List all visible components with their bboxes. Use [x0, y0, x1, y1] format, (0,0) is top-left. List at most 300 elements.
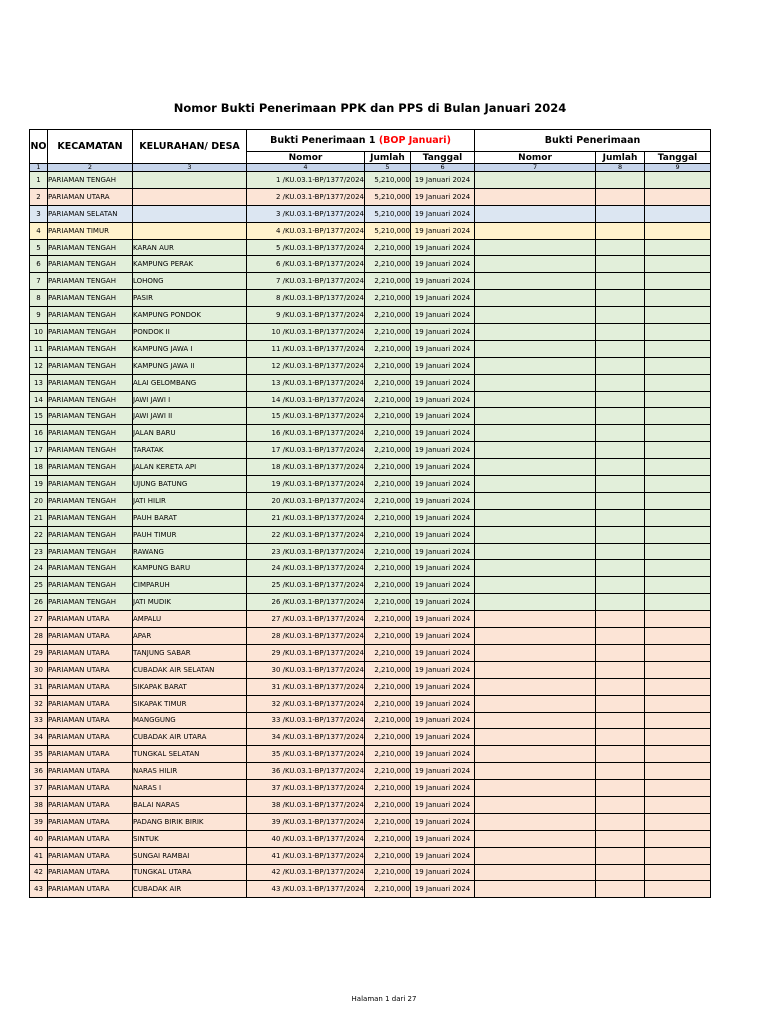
cell-nomor: 32 /KU.03.1-BP/1377/2024 [247, 695, 365, 712]
cell-jumlah-2 [596, 695, 645, 712]
cell-jumlah: 5,210,000 [365, 172, 411, 189]
cell-nomor-2 [475, 830, 596, 847]
cell-jumlah-2 [596, 239, 645, 256]
cell-kecamatan: PARIAMAN UTARA [48, 746, 133, 763]
cell-no: 12 [30, 357, 48, 374]
cell-tanggal-2 [645, 172, 711, 189]
cell-jumlah: 2,210,000 [365, 273, 411, 290]
cell-kelurahan: SINTUK [133, 830, 247, 847]
header-tanggal: Tanggal [411, 152, 475, 164]
cell-tanggal: 19 Januari 2024 [411, 526, 475, 543]
cell-nomor: 8 /KU.03.1-BP/1377/2024 [247, 290, 365, 307]
cell-no: 3 [30, 205, 48, 222]
cell-kelurahan: SIKAPAK BARAT [133, 678, 247, 695]
table-row [30, 611, 711, 628]
cell-kelurahan: ALAI GELOMBANG [133, 374, 247, 391]
cell-jumlah: 2,210,000 [365, 678, 411, 695]
cell-kecamatan: PARIAMAN UTARA [48, 678, 133, 695]
cell-nomor: 23 /KU.03.1-BP/1377/2024 [247, 543, 365, 560]
cell-jumlah-2 [596, 222, 645, 239]
cell-nomor: 18 /KU.03.1-BP/1377/2024 [247, 459, 365, 476]
cell-jumlah: 2,210,000 [365, 560, 411, 577]
header-group1-label: Bukti Penerimaan 1 [270, 135, 379, 146]
column-index: 9 [645, 164, 711, 172]
cell-nomor: 36 /KU.03.1-BP/1377/2024 [247, 763, 365, 780]
cell-kelurahan: PAUH TIMUR [133, 526, 247, 543]
cell-jumlah: 2,210,000 [365, 543, 411, 560]
cell-kelurahan: PONDOK II [133, 324, 247, 341]
cell-tanggal-2 [645, 864, 711, 881]
table-row [30, 408, 711, 425]
cell-tanggal: 19 Januari 2024 [411, 492, 475, 509]
table-row [30, 560, 711, 577]
table-row [30, 290, 711, 307]
cell-nomor-2 [475, 678, 596, 695]
cell-jumlah: 2,210,000 [365, 374, 411, 391]
cell-jumlah: 2,210,000 [365, 712, 411, 729]
cell-no: 11 [30, 340, 48, 357]
cell-tanggal: 19 Januari 2024 [411, 307, 475, 324]
cell-tanggal-2 [645, 644, 711, 661]
cell-jumlah-2 [596, 172, 645, 189]
cell-jumlah-2 [596, 188, 645, 205]
cell-kecamatan: PARIAMAN UTARA [48, 611, 133, 628]
cell-kecamatan: PARIAMAN UTARA [48, 188, 133, 205]
cell-jumlah-2 [596, 678, 645, 695]
cell-kecamatan: PARIAMAN UTARA [48, 813, 133, 830]
cell-no: 10 [30, 324, 48, 341]
cell-kelurahan [133, 205, 247, 222]
cell-kecamatan: PARIAMAN TENGAH [48, 256, 133, 273]
cell-tanggal: 19 Januari 2024 [411, 611, 475, 628]
cell-nomor-2 [475, 357, 596, 374]
cell-nomor: 1 /KU.03.1-BP/1377/2024 [247, 172, 365, 189]
cell-nomor: 5 /KU.03.1-BP/1377/2024 [247, 239, 365, 256]
column-index: 4 [247, 164, 365, 172]
cell-nomor: 28 /KU.03.1-BP/1377/2024 [247, 628, 365, 645]
cell-kecamatan: PARIAMAN TENGAH [48, 492, 133, 509]
cell-kelurahan: LOHONG [133, 273, 247, 290]
cell-no: 23 [30, 543, 48, 560]
cell-nomor-2 [475, 847, 596, 864]
table-row [30, 492, 711, 509]
cell-tanggal-2 [645, 205, 711, 222]
cell-jumlah: 2,210,000 [365, 628, 411, 645]
cell-no: 34 [30, 729, 48, 746]
cell-nomor: 3 /KU.03.1-BP/1377/2024 [247, 205, 365, 222]
cell-jumlah: 2,210,000 [365, 611, 411, 628]
cell-nomor-2 [475, 222, 596, 239]
cell-nomor: 41 /KU.03.1-BP/1377/2024 [247, 847, 365, 864]
cell-kelurahan: PADANG BIRIK BIRIK [133, 813, 247, 830]
cell-tanggal-2 [645, 357, 711, 374]
cell-nomor: 2 /KU.03.1-BP/1377/2024 [247, 188, 365, 205]
cell-no: 22 [30, 526, 48, 543]
cell-kecamatan: PARIAMAN SELATAN [48, 205, 133, 222]
cell-jumlah-2 [596, 205, 645, 222]
cell-tanggal-2 [645, 729, 711, 746]
cell-no: 41 [30, 847, 48, 864]
cell-nomor: 30 /KU.03.1-BP/1377/2024 [247, 661, 365, 678]
cell-nomor-2 [475, 476, 596, 493]
cell-kecamatan: PARIAMAN TENGAH [48, 340, 133, 357]
cell-jumlah: 5,210,000 [365, 222, 411, 239]
cell-nomor-2 [475, 459, 596, 476]
cell-jumlah-2 [596, 813, 645, 830]
cell-no: 18 [30, 459, 48, 476]
table-row [30, 746, 711, 763]
cell-nomor-2 [475, 780, 596, 797]
cell-jumlah: 2,210,000 [365, 391, 411, 408]
table-row [30, 695, 711, 712]
cell-tanggal-2 [645, 290, 711, 307]
cell-jumlah-2 [596, 492, 645, 509]
cell-kecamatan: PARIAMAN TENGAH [48, 357, 133, 374]
cell-nomor-2 [475, 796, 596, 813]
cell-nomor-2 [475, 509, 596, 526]
cell-kecamatan: PARIAMAN UTARA [48, 695, 133, 712]
cell-tanggal: 19 Januari 2024 [411, 864, 475, 881]
cell-jumlah-2 [596, 340, 645, 357]
cell-kecamatan: PARIAMAN TENGAH [48, 560, 133, 577]
cell-tanggal: 19 Januari 2024 [411, 324, 475, 341]
cell-kelurahan: NARAS HILIR [133, 763, 247, 780]
column-index: 2 [48, 164, 133, 172]
cell-no: 21 [30, 509, 48, 526]
cell-tanggal: 19 Januari 2024 [411, 543, 475, 560]
cell-no: 5 [30, 239, 48, 256]
cell-kelurahan: KAMPUNG BARU [133, 560, 247, 577]
cell-nomor-2 [475, 746, 596, 763]
cell-tanggal-2 [645, 796, 711, 813]
cell-nomor-2 [475, 864, 596, 881]
cell-jumlah: 2,210,000 [365, 324, 411, 341]
cell-tanggal-2 [645, 594, 711, 611]
cell-tanggal-2 [645, 408, 711, 425]
cell-tanggal-2 [645, 188, 711, 205]
cell-jumlah-2 [596, 712, 645, 729]
cell-kelurahan: RAWANG [133, 543, 247, 560]
cell-nomor-2 [475, 172, 596, 189]
cell-jumlah: 2,210,000 [365, 307, 411, 324]
cell-kecamatan: PARIAMAN TIMUR [48, 222, 133, 239]
cell-jumlah: 2,210,000 [365, 780, 411, 797]
cell-kecamatan: PARIAMAN TENGAH [48, 239, 133, 256]
cell-nomor-2 [475, 290, 596, 307]
table-row [30, 256, 711, 273]
cell-tanggal-2 [645, 746, 711, 763]
cell-kecamatan: PARIAMAN UTARA [48, 830, 133, 847]
cell-tanggal-2 [645, 307, 711, 324]
cell-kelurahan: TUNGKAL SELATAN [133, 746, 247, 763]
cell-nomor-2 [475, 273, 596, 290]
cell-jumlah: 2,210,000 [365, 577, 411, 594]
header-kecamatan: KECAMATAN [48, 130, 133, 164]
cell-kelurahan: AMPALU [133, 611, 247, 628]
cell-nomor-2 [475, 324, 596, 341]
cell-kelurahan [133, 172, 247, 189]
cell-tanggal: 19 Januari 2024 [411, 442, 475, 459]
cell-jumlah-2 [596, 425, 645, 442]
cell-tanggal: 19 Januari 2024 [411, 746, 475, 763]
cell-tanggal: 19 Januari 2024 [411, 408, 475, 425]
table-row [30, 307, 711, 324]
cell-kelurahan: CIMPARUH [133, 577, 247, 594]
cell-no: 30 [30, 661, 48, 678]
cell-jumlah: 2,210,000 [365, 256, 411, 273]
header-jumlah-2: Jumlah [596, 152, 645, 164]
cell-nomor: 16 /KU.03.1-BP/1377/2024 [247, 425, 365, 442]
header-nomor-2: Nomor [475, 152, 596, 164]
cell-jumlah-2 [596, 560, 645, 577]
cell-jumlah-2 [596, 594, 645, 611]
cell-jumlah: 2,210,000 [365, 239, 411, 256]
cell-jumlah-2 [596, 290, 645, 307]
header-tanggal-2: Tanggal [645, 152, 711, 164]
cell-jumlah: 2,210,000 [365, 644, 411, 661]
cell-kelurahan: SIKAPAK TIMUR [133, 695, 247, 712]
cell-nomor: 11 /KU.03.1-BP/1377/2024 [247, 340, 365, 357]
cell-jumlah-2 [596, 611, 645, 628]
cell-kelurahan: KARAN AUR [133, 239, 247, 256]
cell-tanggal: 19 Januari 2024 [411, 695, 475, 712]
table-row [30, 222, 711, 239]
cell-kecamatan: PARIAMAN UTARA [48, 628, 133, 645]
header-no: NO [30, 130, 48, 164]
cell-kecamatan: PARIAMAN UTARA [48, 780, 133, 797]
cell-kelurahan [133, 222, 247, 239]
cell-tanggal: 19 Januari 2024 [411, 290, 475, 307]
cell-tanggal-2 [645, 780, 711, 797]
header-kelurahan: KELURAHAN/ DESA [133, 130, 247, 164]
cell-tanggal: 19 Januari 2024 [411, 763, 475, 780]
cell-kelurahan: JATI MUDIK [133, 594, 247, 611]
cell-jumlah-2 [596, 357, 645, 374]
cell-jumlah-2 [596, 644, 645, 661]
table-row [30, 273, 711, 290]
table-row [30, 577, 711, 594]
table-row [30, 543, 711, 560]
cell-no: 29 [30, 644, 48, 661]
cell-no: 37 [30, 780, 48, 797]
cell-nomor: 14 /KU.03.1-BP/1377/2024 [247, 391, 365, 408]
table-row [30, 780, 711, 797]
cell-nomor: 4 /KU.03.1-BP/1377/2024 [247, 222, 365, 239]
cell-jumlah: 2,210,000 [365, 796, 411, 813]
cell-nomor-2 [475, 577, 596, 594]
cell-kelurahan: CUBADAK AIR [133, 881, 247, 898]
cell-nomor: 20 /KU.03.1-BP/1377/2024 [247, 492, 365, 509]
cell-nomor: 40 /KU.03.1-BP/1377/2024 [247, 830, 365, 847]
table-row [30, 678, 711, 695]
table-row [30, 864, 711, 881]
table-row [30, 813, 711, 830]
cell-nomor: 17 /KU.03.1-BP/1377/2024 [247, 442, 365, 459]
cell-nomor-2 [475, 374, 596, 391]
cell-no: 13 [30, 374, 48, 391]
cell-tanggal-2 [645, 222, 711, 239]
cell-tanggal: 19 Januari 2024 [411, 847, 475, 864]
cell-tanggal: 19 Januari 2024 [411, 729, 475, 746]
cell-tanggal-2 [645, 712, 711, 729]
table-row [30, 391, 711, 408]
cell-nomor: 26 /KU.03.1-BP/1377/2024 [247, 594, 365, 611]
table-row [30, 442, 711, 459]
table-row [30, 594, 711, 611]
header-jumlah: Jumlah [365, 152, 411, 164]
table-row [30, 729, 711, 746]
cell-nomor-2 [475, 881, 596, 898]
cell-jumlah-2 [596, 763, 645, 780]
cell-kecamatan: PARIAMAN UTARA [48, 796, 133, 813]
cell-jumlah-2 [596, 476, 645, 493]
cell-tanggal: 19 Januari 2024 [411, 172, 475, 189]
column-index: 7 [475, 164, 596, 172]
cell-tanggal: 19 Januari 2024 [411, 188, 475, 205]
cell-kecamatan: PARIAMAN TENGAH [48, 526, 133, 543]
cell-tanggal: 19 Januari 2024 [411, 425, 475, 442]
cell-nomor-2 [475, 712, 596, 729]
table-row [30, 830, 711, 847]
cell-kecamatan: PARIAMAN TENGAH [48, 391, 133, 408]
cell-no: 24 [30, 560, 48, 577]
cell-nomor-2 [475, 695, 596, 712]
cell-kecamatan: PARIAMAN UTARA [48, 763, 133, 780]
cell-nomor-2 [475, 526, 596, 543]
cell-jumlah: 2,210,000 [365, 763, 411, 780]
cell-nomor-2 [475, 594, 596, 611]
cell-jumlah-2 [596, 273, 645, 290]
cell-tanggal: 19 Januari 2024 [411, 273, 475, 290]
cell-nomor: 10 /KU.03.1-BP/1377/2024 [247, 324, 365, 341]
cell-tanggal: 19 Januari 2024 [411, 357, 475, 374]
cell-no: 20 [30, 492, 48, 509]
table-row [30, 526, 711, 543]
cell-no: 28 [30, 628, 48, 645]
cell-tanggal-2 [645, 324, 711, 341]
cell-nomor: 38 /KU.03.1-BP/1377/2024 [247, 796, 365, 813]
cell-jumlah: 2,210,000 [365, 425, 411, 442]
cell-jumlah: 2,210,000 [365, 408, 411, 425]
table-row [30, 763, 711, 780]
cell-jumlah: 2,210,000 [365, 661, 411, 678]
cell-nomor-2 [475, 239, 596, 256]
cell-no: 2 [30, 188, 48, 205]
cell-jumlah-2 [596, 729, 645, 746]
column-index: 3 [133, 164, 247, 172]
cell-tanggal-2 [645, 425, 711, 442]
cell-tanggal: 19 Januari 2024 [411, 340, 475, 357]
cell-nomor-2 [475, 644, 596, 661]
cell-kelurahan: KAMPUNG PERAK [133, 256, 247, 273]
cell-kelurahan: CUBADAK AIR SELATAN [133, 661, 247, 678]
cell-kelurahan: UJUNG BATUNG [133, 476, 247, 493]
cell-jumlah: 2,210,000 [365, 357, 411, 374]
cell-kecamatan: PARIAMAN TENGAH [48, 172, 133, 189]
cell-no: 40 [30, 830, 48, 847]
cell-jumlah: 2,210,000 [365, 476, 411, 493]
cell-no: 14 [30, 391, 48, 408]
cell-kelurahan: JATI HILIR [133, 492, 247, 509]
cell-tanggal-2 [645, 881, 711, 898]
cell-tanggal-2 [645, 577, 711, 594]
cell-jumlah: 2,210,000 [365, 509, 411, 526]
cell-jumlah: 2,210,000 [365, 492, 411, 509]
cell-jumlah: 2,210,000 [365, 830, 411, 847]
cell-kelurahan: JAWI JAWI I [133, 391, 247, 408]
cell-nomor-2 [475, 628, 596, 645]
cell-tanggal: 19 Januari 2024 [411, 560, 475, 577]
cell-kecamatan: PARIAMAN UTARA [48, 847, 133, 864]
cell-kecamatan: PARIAMAN TENGAH [48, 577, 133, 594]
cell-jumlah-2 [596, 543, 645, 560]
cell-kecamatan: PARIAMAN TENGAH [48, 509, 133, 526]
cell-tanggal-2 [645, 442, 711, 459]
cell-jumlah: 2,210,000 [365, 813, 411, 830]
cell-no: 25 [30, 577, 48, 594]
cell-nomor: 31 /KU.03.1-BP/1377/2024 [247, 678, 365, 695]
cell-tanggal-2 [645, 391, 711, 408]
cell-kecamatan: PARIAMAN TENGAH [48, 425, 133, 442]
cell-nomor: 27 /KU.03.1-BP/1377/2024 [247, 611, 365, 628]
cell-kecamatan: PARIAMAN TENGAH [48, 594, 133, 611]
cell-no: 42 [30, 864, 48, 881]
cell-tanggal-2 [645, 763, 711, 780]
cell-jumlah-2 [596, 881, 645, 898]
cell-tanggal-2 [645, 611, 711, 628]
cell-kelurahan: PASIR [133, 290, 247, 307]
cell-jumlah-2 [596, 796, 645, 813]
table-row [30, 357, 711, 374]
cell-jumlah: 2,210,000 [365, 881, 411, 898]
cell-nomor: 21 /KU.03.1-BP/1377/2024 [247, 509, 365, 526]
cell-tanggal-2 [645, 256, 711, 273]
cell-no: 6 [30, 256, 48, 273]
cell-nomor: 39 /KU.03.1-BP/1377/2024 [247, 813, 365, 830]
cell-kecamatan: PARIAMAN TENGAH [48, 408, 133, 425]
cell-no: 27 [30, 611, 48, 628]
cell-no: 31 [30, 678, 48, 695]
cell-tanggal: 19 Januari 2024 [411, 813, 475, 830]
cell-nomor: 12 /KU.03.1-BP/1377/2024 [247, 357, 365, 374]
cell-kelurahan: BALAI NARAS [133, 796, 247, 813]
cell-nomor-2 [475, 188, 596, 205]
cell-kelurahan: TARATAK [133, 442, 247, 459]
cell-nomor-2 [475, 340, 596, 357]
cell-tanggal-2 [645, 340, 711, 357]
cell-nomor-2 [475, 560, 596, 577]
cell-tanggal: 19 Januari 2024 [411, 830, 475, 847]
cell-kecamatan: PARIAMAN UTARA [48, 864, 133, 881]
header-group-bukti-penerimaan-2: Bukti Penerimaan [475, 130, 711, 152]
cell-kelurahan: SUNGAI RAMBAI [133, 847, 247, 864]
cell-kecamatan: PARIAMAN TENGAH [48, 543, 133, 560]
cell-jumlah-2 [596, 509, 645, 526]
cell-tanggal: 19 Januari 2024 [411, 796, 475, 813]
cell-tanggal-2 [645, 526, 711, 543]
cell-nomor-2 [475, 661, 596, 678]
cell-no: 26 [30, 594, 48, 611]
cell-kecamatan: PARIAMAN UTARA [48, 881, 133, 898]
cell-tanggal: 19 Januari 2024 [411, 628, 475, 645]
cell-no: 35 [30, 746, 48, 763]
table-row [30, 340, 711, 357]
cell-tanggal-2 [645, 678, 711, 695]
cell-tanggal-2 [645, 830, 711, 847]
table-row [30, 374, 711, 391]
table-row [30, 881, 711, 898]
cell-tanggal: 19 Januari 2024 [411, 661, 475, 678]
